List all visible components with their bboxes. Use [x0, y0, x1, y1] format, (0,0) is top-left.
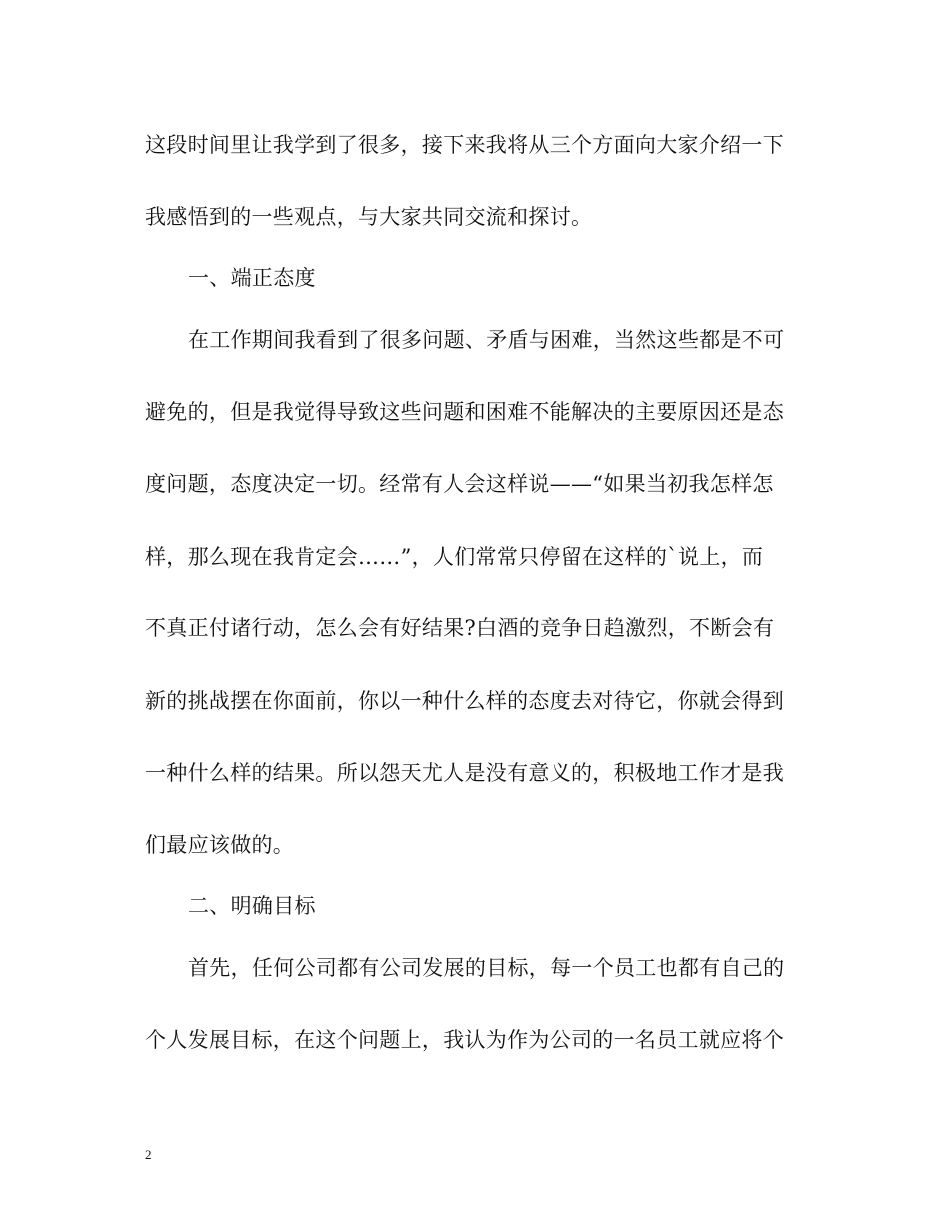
text-line: 新的挑战摆在你面前，你以一种什么样的态度去对待它，你就会得到 — [145, 689, 784, 713]
text-line: 们最应该做的。 — [145, 833, 295, 857]
section-heading: 一、端正态度 — [188, 266, 316, 290]
text-line: 我感悟到的一些观点，与大家共同交流和探讨。 — [145, 205, 593, 229]
text-line: 不真正付诸行动，怎么会有好结果?白酒的竞争日趋激烈，不断会有 — [145, 616, 775, 640]
page-number: 2 — [145, 1147, 152, 1162]
text-line: 避免的，但是我觉得导致这些问题和困难不能解决的主要原因还是态 — [145, 400, 784, 424]
text-line: 首先，任何公司都有公司发展的目标，每一个员工也都有自己的 — [188, 956, 785, 980]
section-heading: 二、明确目标 — [188, 894, 316, 918]
text-line: 度问题，态度决定一切。经常有人会这样说——“如果当初我怎样怎 — [145, 472, 774, 496]
text-line: 在工作期间我看到了很多问题、矛盾与困难，当然这些都是不可 — [188, 328, 785, 352]
text-line: 样，那么现在我肯定会……”，人们常常只停留在这样的`说上，而 — [145, 545, 764, 569]
text-line: 一种什么样的结果。所以怨天尤人是没有意义的，积极地工作才是我 — [145, 761, 784, 785]
text-line: 这段时间里让我学到了很多，接下来我将从三个方面向大家介绍一下 — [145, 133, 784, 157]
text-line: 个人发展目标，在这个问题上，我认为作为公司的一名员工就应将个 — [145, 1028, 784, 1052]
